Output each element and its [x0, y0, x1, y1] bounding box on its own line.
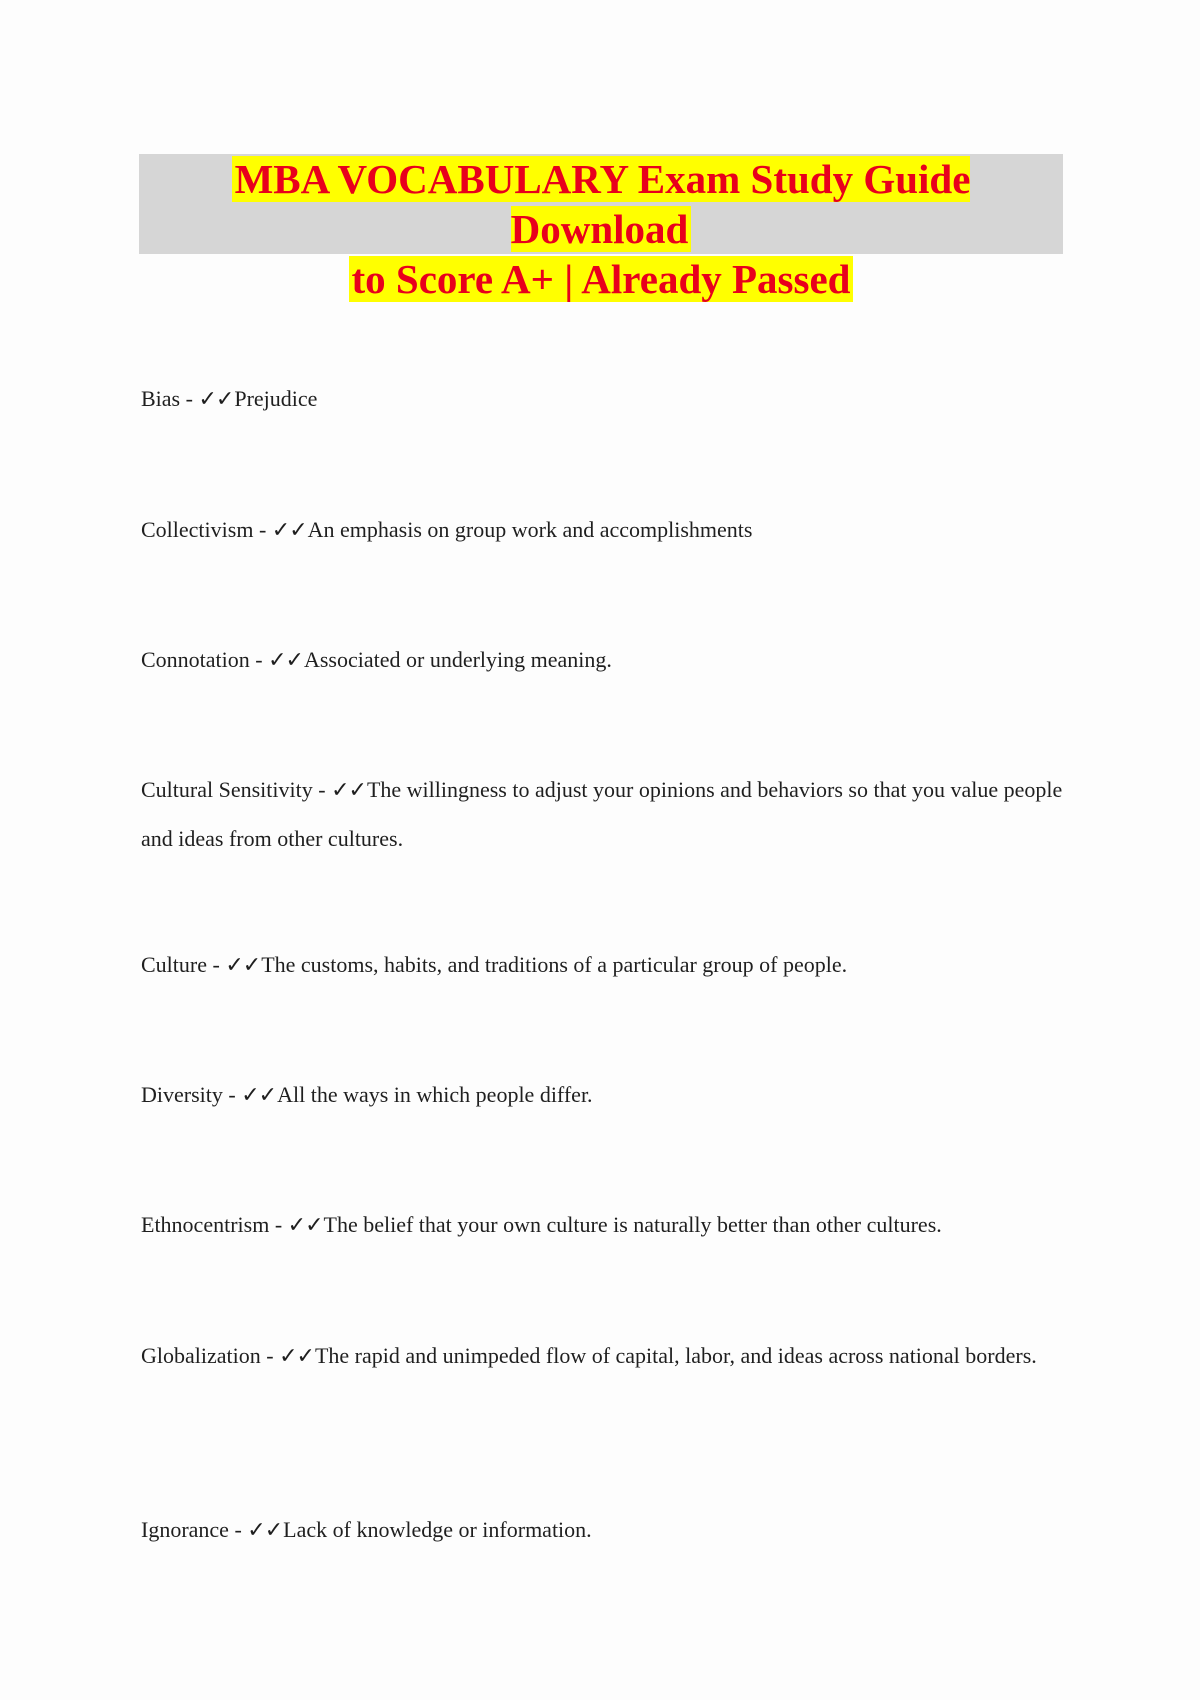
vocab-definition: The customs, habits, and traditions of a particular group of people.	[261, 952, 848, 977]
vocab-term: Ethnocentrism	[141, 1212, 270, 1237]
vocab-entry	[141, 1071, 1071, 1120]
term-separator: -	[269, 1212, 288, 1237]
term-separator: -	[207, 952, 226, 977]
term-separator: -	[222, 1082, 242, 1107]
vocab-term: Connotation	[141, 647, 250, 672]
term-separator: -	[253, 517, 272, 542]
vocab-entry	[141, 375, 1071, 424]
term-separator: -	[180, 386, 199, 411]
vocab-term: Ignorance	[141, 1517, 229, 1542]
vocab-entry	[141, 766, 1071, 863]
vocab-definition: All the ways in which people differ.	[277, 1082, 593, 1107]
double-check-icon: ✓✓	[331, 778, 366, 803]
vocab-term: Cultural Sensitivity	[141, 777, 313, 802]
vocab-definition: An emphasis on group work and accomplishments	[307, 517, 753, 542]
vocab-term: Globalization	[141, 1343, 261, 1368]
document-title	[139, 154, 1063, 302]
vocab-definition: Associated or underlying meaning.	[303, 647, 612, 672]
vocab-entry	[141, 1506, 1071, 1555]
title-line-2	[139, 254, 1063, 304]
vocab-entry	[141, 506, 1071, 555]
double-check-icon: ✓✓	[225, 953, 261, 978]
title-line-1-text: MBA VOCABULARY Exam Study Guide Download	[232, 156, 971, 252]
double-check-icon: ✓✓	[279, 1344, 314, 1369]
vocab-definition: The rapid and unimpeded flow of capital, labor, and ideas across national borders.	[314, 1343, 1037, 1368]
term-separator: -	[228, 1517, 248, 1542]
double-check-icon: ✓✓	[247, 1518, 283, 1543]
vocab-entry	[141, 941, 1071, 990]
double-check-icon: ✓✓	[287, 1213, 323, 1238]
vocab-definition: The belief that your own culture is naturally better than other cultures.	[323, 1212, 942, 1237]
vocab-term: Bias	[141, 386, 181, 411]
term-separator: -	[312, 777, 332, 802]
term-separator: -	[249, 647, 269, 672]
double-check-icon: ✓✓	[198, 387, 234, 412]
vocab-entry	[141, 1201, 1071, 1250]
double-check-icon: ✓✓	[241, 1083, 277, 1108]
vocab-definition: Prejudice	[234, 386, 318, 411]
vocab-definition: The willingness to adjust your opinions and behaviors so that you value people and ideas from other cultures.	[141, 777, 1063, 851]
vocab-entry	[141, 636, 1071, 685]
term-separator: -	[260, 1343, 280, 1368]
vocab-term: Collectivism	[141, 517, 254, 542]
vocab-term: Diversity	[141, 1082, 223, 1107]
double-check-icon: ✓✓	[271, 518, 307, 543]
vocab-entry	[141, 1332, 1071, 1381]
title-line-2-text: to Score A+ | Already Passed	[349, 256, 854, 302]
double-check-icon: ✓✓	[268, 648, 303, 673]
vocab-definition: Lack of knowledge or information.	[283, 1517, 592, 1542]
vocab-term: Culture	[141, 952, 207, 977]
title-line-1	[139, 154, 1063, 254]
